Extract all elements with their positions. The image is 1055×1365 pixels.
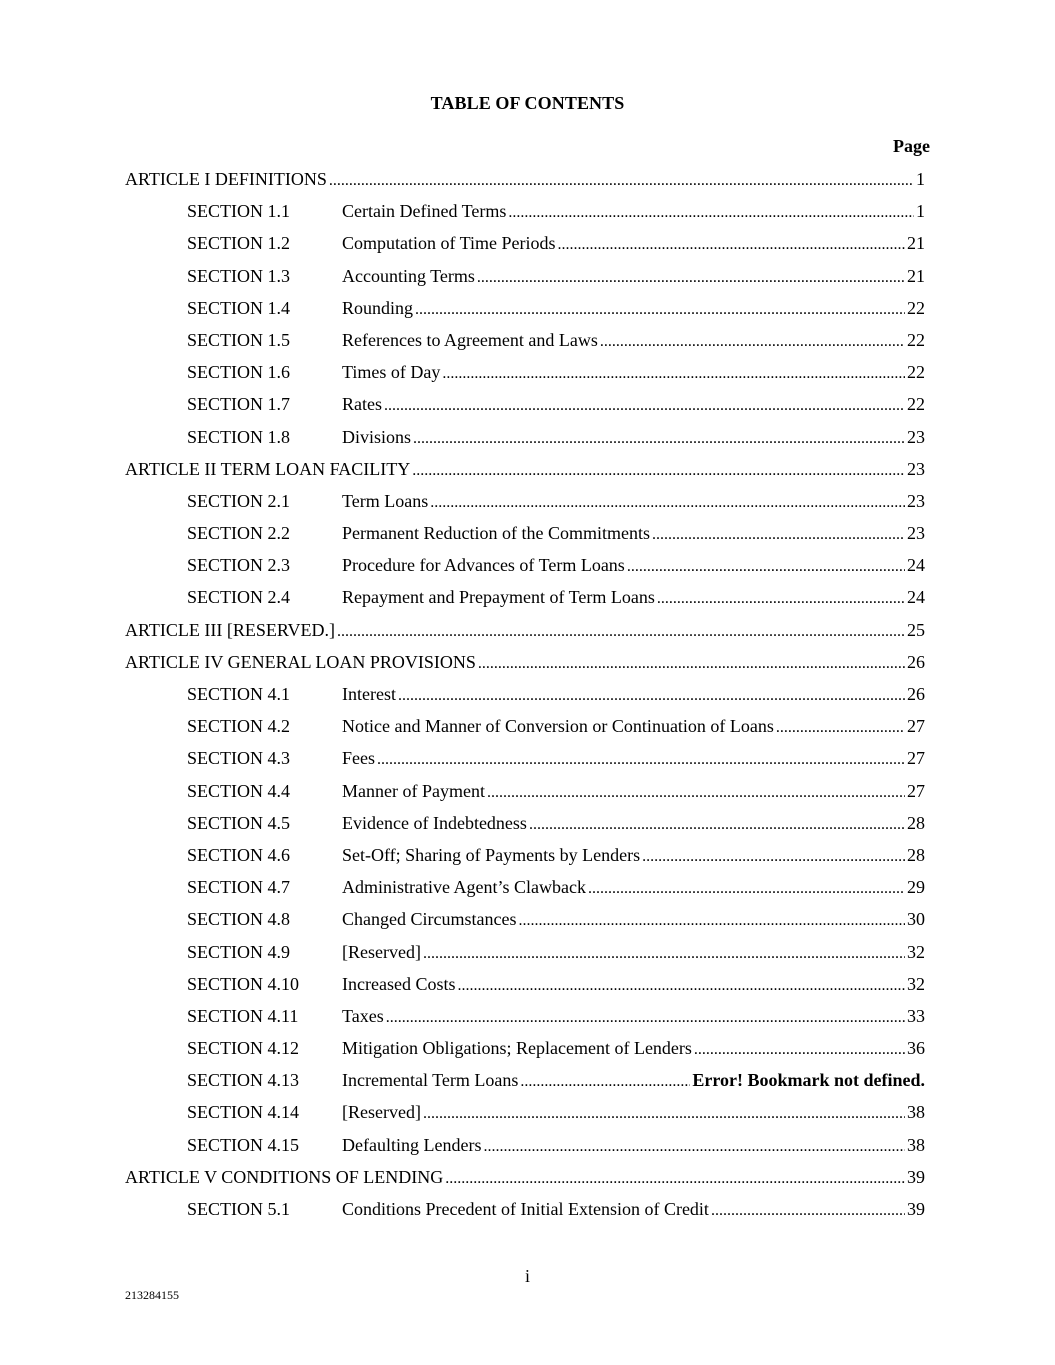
toc-entry-title: Interest [342,684,396,704]
toc-page-number: 32 [907,973,925,994]
toc-page-number: 22 [907,329,925,350]
toc-section-number: SECTION 2.4 [187,587,290,608]
toc-article-entry[interactable] [125,650,925,682]
toc-section-number: SECTION 2.2 [187,523,290,544]
toc-entry-title: Incremental Term Loans [342,1070,519,1091]
toc-section-number: SECTION 1.4 [187,297,290,318]
toc-dot-leader [642,845,905,869]
toc-section-entry[interactable] [125,972,925,1004]
toc-section-entry[interactable] [125,843,925,875]
toc-section-number: SECTION 4.13 [187,1070,299,1091]
toc-page-number: 23 [907,458,925,479]
toc-page-number: 29 [907,877,925,898]
toc-page-number: 1 [916,201,925,222]
toc-entry-title: Repayment and Prepayment of Term Loans [342,587,655,608]
toc-section-entry[interactable] [125,714,925,746]
toc-page-number: 21 [907,233,925,254]
toc-section-entry[interactable] [125,392,925,424]
toc-article-entry[interactable] [125,618,925,650]
toc-section-entry[interactable] [125,746,925,778]
toc-section-number: SECTION 2.1 [187,490,290,511]
toc-page-number: 38 [907,1102,925,1123]
toc-page-number: 27 [907,780,925,801]
toc-dot-leader [398,684,905,708]
toc-entry-title: [Reserved] [342,941,421,962]
toc-section-number: SECTION 4.2 [187,716,290,737]
toc-entry-title: Evidence of Indebtedness [342,812,527,833]
toc-entry-title: Notice and Manner of Conversion or Continuation of Loans [342,716,774,737]
toc-dot-leader [657,587,905,611]
toc-page-number: 28 [907,812,925,833]
toc-page-number: 24 [907,587,925,608]
footer-page-number: i [524,1266,530,1286]
page-title: TABLE OF CONTENTS [430,93,625,113]
toc-entry-title: Rates [342,394,382,415]
toc-entry-title: Computation of Time Periods [342,233,556,254]
toc-entry-title: Conditions Precedent of Initial Extension of Credit [342,1199,709,1219]
toc-dot-leader [478,652,905,676]
toc-dot-leader [423,1102,905,1126]
toc-section-entry[interactable] [125,296,925,328]
toc-entry-title: Permanent Reduction of the Commitments [342,523,650,544]
toc-page-number: 26 [907,684,925,704]
toc-section-number: SECTION 4.9 [187,941,290,962]
toc-page-number: 24 [907,555,925,576]
toc-dot-leader [386,1006,905,1030]
toc-section-number: SECTION 1.2 [187,233,290,254]
toc-section-entry[interactable] [125,1068,925,1100]
toc-page-number: 1 [916,169,925,189]
toc-section-number: SECTION 5.1 [187,1199,290,1219]
toc-section-entry[interactable] [125,489,925,521]
toc-dot-leader [518,909,905,933]
toc-dot-leader [445,1167,905,1191]
toc-page-number: 25 [907,619,925,640]
toc-page-number: 21 [907,265,925,286]
toc-section-entry[interactable] [125,521,925,553]
toc-article-entry[interactable] [125,457,925,489]
toc-section-entry[interactable] [125,585,925,617]
toc-page-number: 27 [907,716,925,737]
toc-entry-title: Certain Defined Terms [342,201,507,222]
toc-section-number: SECTION 4.5 [187,812,290,833]
toc-section-number: SECTION 2.3 [187,555,290,576]
toc-dot-leader [483,1135,905,1159]
toc-page-number: 39 [907,1166,925,1187]
toc-entry-title: [Reserved] [342,1102,421,1123]
toc-dot-leader [520,1070,690,1094]
toc-entry-title: Fees [342,748,375,769]
toc-dot-leader [413,427,905,451]
toc-section-entry[interactable] [125,1100,925,1132]
toc-section-entry[interactable] [125,553,925,585]
toc-entry-title: ARTICLE I DEFINITIONS [125,169,327,189]
toc-section-number: SECTION 1.5 [187,329,290,350]
toc-section-number: SECTION 4.3 [187,748,290,769]
toc-entry-title: ARTICLE V CONDITIONS OF LENDING [125,1166,444,1187]
toc-dot-leader [457,974,905,998]
toc-dot-leader [652,523,905,547]
toc-section-entry[interactable] [125,1133,925,1165]
toc-section-entry[interactable] [125,231,925,263]
toc-section-entry[interactable] [125,682,925,714]
toc-section-entry[interactable] [125,1036,925,1068]
toc-page-number: 26 [907,651,925,672]
toc-section-number: SECTION 4.4 [187,780,290,801]
toc-dot-leader [627,555,905,579]
toc-dot-leader [600,330,905,354]
toc-section-number: SECTION 4.8 [187,909,290,930]
toc-section-number: SECTION 4.14 [187,1102,299,1123]
toc-section-number: SECTION 1.6 [187,362,290,383]
toc-dot-leader [776,716,905,740]
toc-dot-leader [477,266,905,290]
toc-page-number: 32 [907,941,925,962]
toc-page-number: 38 [907,1134,925,1155]
toc-entry-title: ARTICLE IV GENERAL LOAN PROVISIONS [125,651,476,672]
toc-section-entry[interactable] [125,875,925,907]
toc-page-number: 23 [907,490,925,511]
toc-section-entry[interactable] [125,779,925,811]
toc-section-entry[interactable] [125,328,925,360]
toc-page-number: 22 [907,394,925,415]
toc-entry-title: Manner of Payment [342,780,485,801]
toc-section-number: SECTION 4.12 [187,1038,299,1059]
toc-section-number: SECTION 1.7 [187,394,290,415]
toc-section-entry[interactable] [125,1004,925,1036]
toc-page-number: 23 [907,523,925,544]
toc-entry-title: Changed Circumstances [342,909,517,930]
toc-dot-leader [711,1199,905,1223]
toc-section-number: SECTION 4.10 [187,973,299,994]
toc-entry-title: Administrative Agent’s Clawback [342,877,586,898]
toc-dot-leader [588,877,905,901]
toc-dot-leader [508,201,914,225]
toc-page-number: 22 [907,362,925,383]
toc-section-entry[interactable] [125,907,925,939]
toc-section-entry[interactable] [125,940,925,972]
toc-entry-title: ARTICLE II TERM LOAN FACILITY [125,458,411,479]
toc-dot-leader [412,459,905,483]
toc-dot-leader [423,942,905,966]
page-column-header: Page [893,136,930,156]
toc-entry-title: Accounting Terms [342,265,475,286]
toc-section-number: SECTION 1.8 [187,426,290,447]
toc-page-number: 30 [907,909,925,930]
toc-dot-leader [430,491,905,515]
toc-section-entry[interactable] [125,425,925,457]
toc-section-number: SECTION 4.7 [187,877,290,898]
toc-page-number: 33 [907,1005,925,1026]
toc-section-entry[interactable] [125,360,925,392]
toc-dot-leader [487,781,905,805]
toc-dot-leader [337,620,905,644]
toc-entry-title: References to Agreement and Laws [342,329,598,350]
toc-entry-title: Divisions [342,426,412,447]
toc-page-number: 36 [907,1038,925,1059]
toc-page-number: 28 [907,844,925,865]
toc-page-number: 27 [907,748,925,769]
toc-entry-title: Term Loans [342,490,429,511]
toc-entry-title: ARTICLE III [RESERVED.] [125,619,335,640]
toc-article-entry[interactable] [125,1165,925,1197]
document-id: 213284155 [125,1288,179,1302]
toc-entry-title: Set-Off; Sharing of Payments by Lenders [342,844,641,865]
toc-dot-leader [694,1038,905,1062]
toc-dot-leader [384,394,905,418]
toc-entry-title: Taxes [342,1005,384,1026]
table-of-contents [125,167,925,1229]
toc-section-entry[interactable] [125,1197,925,1229]
toc-section-entry[interactable] [125,811,925,843]
toc-section-entry[interactable] [125,264,925,296]
toc-section-entry[interactable] [125,199,925,231]
toc-entry-title: Defaulting Lenders [342,1134,482,1155]
toc-entry-title: Times of Day [342,362,441,383]
toc-section-number: SECTION 4.6 [187,844,290,865]
toc-entry-title: Mitigation Obligations; Replacement of Lenders [342,1038,692,1059]
toc-section-number: SECTION 1.3 [187,265,290,286]
toc-dot-leader [529,813,905,837]
toc-entry-title: Procedure for Advances of Term Loans [342,555,625,576]
toc-dot-leader [442,362,905,386]
toc-dot-leader [377,748,905,772]
toc-dot-leader [558,233,905,257]
toc-page-number: 23 [907,426,925,447]
toc-section-number: SECTION 4.1 [187,684,290,704]
toc-section-number: SECTION 4.11 [187,1005,299,1026]
toc-page-number: 22 [907,297,925,318]
toc-dot-leader [415,298,905,322]
toc-dot-leader [329,169,914,193]
toc-page-error: Error! Bookmark not defined. [692,1070,925,1091]
toc-section-number: SECTION 4.15 [187,1134,299,1155]
toc-page-number: 39 [907,1199,925,1219]
toc-entry-title: Rounding [342,297,414,318]
toc-section-number: SECTION 1.1 [187,201,290,222]
toc-entry-title: Increased Costs [342,973,456,994]
toc-article-entry[interactable] [125,167,925,199]
